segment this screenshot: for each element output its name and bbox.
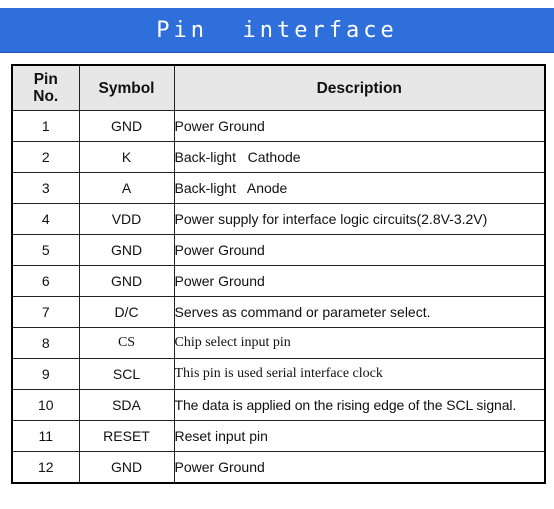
pin-description: Reset input pin <box>174 421 545 452</box>
pin-number: 5 <box>12 235 79 266</box>
pin-description: Serves as command or parameter select. <box>174 297 545 328</box>
pin-number: 12 <box>12 452 79 484</box>
table-row <box>12 173 545 204</box>
pin-symbol: CS <box>79 328 174 359</box>
header-pin-line1: Pin <box>33 71 58 88</box>
table-row <box>12 235 545 266</box>
pin-number: 11 <box>12 421 79 452</box>
header-pin-no <box>12 65 79 111</box>
table-header-row <box>12 65 545 111</box>
pin-description: Power Ground <box>174 235 545 266</box>
pin-symbol: SCL <box>79 359 174 390</box>
pin-description: Chip select input pin <box>174 328 545 359</box>
table-row <box>12 421 545 452</box>
pin-number: 3 <box>12 173 79 204</box>
pin-number: 6 <box>12 266 79 297</box>
pin-symbol: GND <box>79 111 174 142</box>
pin-description: Back-light Anode <box>174 173 545 204</box>
pin-number: 1 <box>12 111 79 142</box>
pin-symbol: D/C <box>79 297 174 328</box>
table-row <box>12 111 545 142</box>
pin-symbol: RESET <box>79 421 174 452</box>
table-row <box>12 204 545 235</box>
pin-description: Power Ground <box>174 111 545 142</box>
pin-number: 10 <box>12 390 79 421</box>
header-description: Description <box>174 65 545 111</box>
table-row <box>12 359 545 390</box>
table-row <box>12 297 545 328</box>
pin-number: 4 <box>12 204 79 235</box>
pin-symbol: A <box>79 173 174 204</box>
pin-description: Power supply for interface logic circuits(2.8V-3.2V) <box>174 204 545 235</box>
table-row <box>12 142 545 173</box>
table-row <box>12 266 545 297</box>
pin-symbol: GND <box>79 266 174 297</box>
pin-description: This pin is used serial interface clock <box>174 359 545 390</box>
pin-symbol: GND <box>79 452 174 484</box>
table-row <box>12 390 545 421</box>
pin-description: Power Ground <box>174 452 545 484</box>
page-title: Pin interface <box>156 17 398 43</box>
header-symbol: Symbol <box>79 65 174 111</box>
pin-symbol: GND <box>79 235 174 266</box>
pin-symbol: K <box>79 142 174 173</box>
pin-description: Back-light Cathode <box>174 142 545 173</box>
pin-symbol: SDA <box>79 390 174 421</box>
header-pin-line2: No. <box>33 88 59 105</box>
pin-number: 8 <box>12 328 79 359</box>
table-row <box>12 328 545 359</box>
pin-number: 9 <box>12 359 79 390</box>
title-banner <box>0 8 554 53</box>
pin-table <box>11 64 546 484</box>
table-row <box>12 452 545 484</box>
pin-number: 7 <box>12 297 79 328</box>
pin-number: 2 <box>12 142 79 173</box>
pin-description: Power Ground <box>174 266 545 297</box>
pin-symbol: VDD <box>79 204 174 235</box>
pin-description: The data is applied on the rising edge of the SCL signal. <box>174 390 545 421</box>
